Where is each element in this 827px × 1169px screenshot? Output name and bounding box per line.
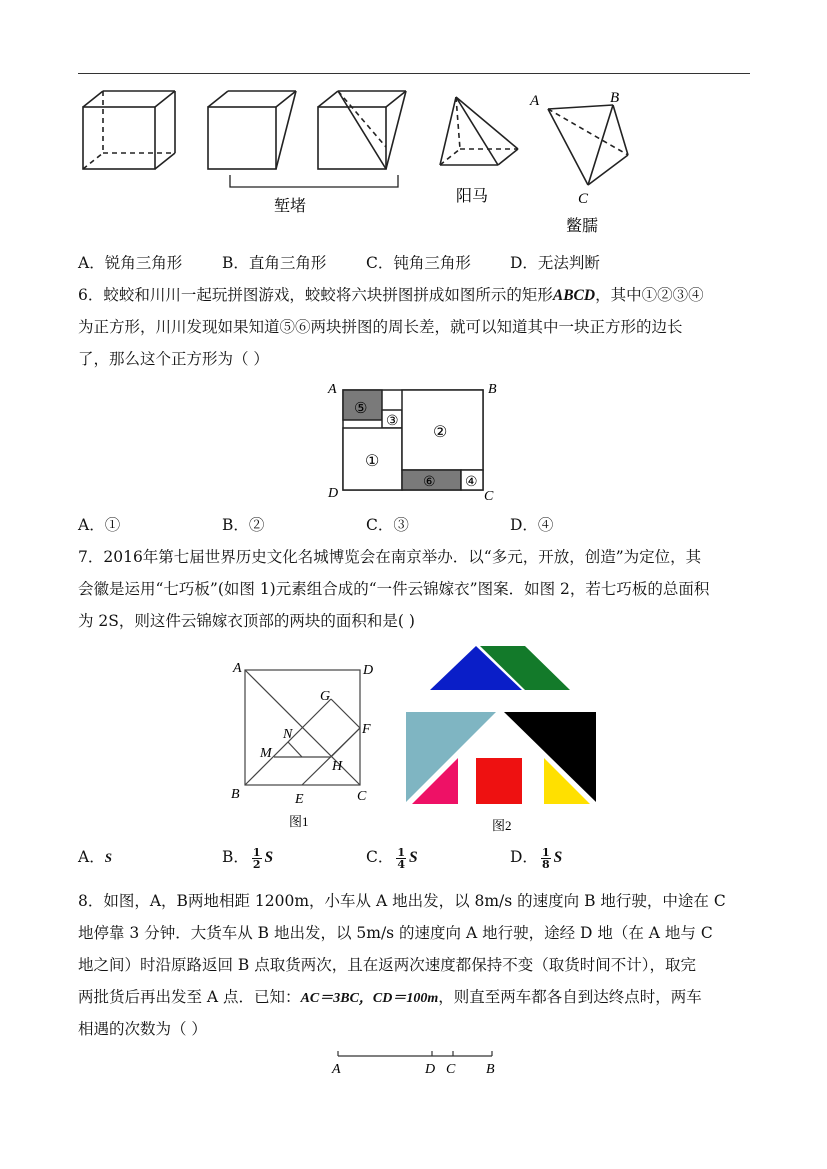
q6-option-a: A．① <box>78 516 121 534</box>
svg-text:E: E <box>295 792 304 807</box>
q6-line-1: 6．蛟蛟和川川一起玩拼图游戏，蛟蛟将六块拼图拼成如图所示的矩形ABCD，其中①②③④ <box>78 286 704 304</box>
svg-text:C: C <box>578 191 589 207</box>
svg-text:①: ① <box>365 453 380 470</box>
svg-text:A: A <box>233 661 242 676</box>
svg-text:N: N <box>283 727 293 742</box>
svg-text:图1: 图1 <box>289 814 309 829</box>
svg-text:B: B <box>610 90 620 106</box>
svg-text:B: B <box>486 1062 495 1077</box>
svg-text:B: B <box>231 787 240 802</box>
svg-text:B: B <box>488 382 497 397</box>
svg-text:D: D <box>363 663 374 678</box>
q5-option-c: C．钝角三角形 <box>366 254 471 272</box>
red-square <box>476 758 522 804</box>
svg-text:G: G <box>320 689 331 704</box>
q6-rectangle-figure <box>322 378 502 503</box>
q8-line-1: 8．如图，A，B两地相距 1200m，小车从 A 地出发，以 8m/s 的速度向 B 地行驶，中途在 C <box>78 892 726 910</box>
qiandu-shape-2 <box>318 91 406 169</box>
svg-text:A: A <box>530 93 540 109</box>
q7-option-d: D． $\frac{1}{8}$ S <box>510 845 563 871</box>
svg-text:A: A <box>328 382 337 397</box>
q6-option-d: D．④ <box>510 516 554 534</box>
q8-line-3: 地之间）时沿原路返回 B 点取货两次，且在返两次速度都保持不变（取货时间不计），取完 <box>78 956 696 974</box>
svg-text:⑤: ⑤ <box>354 401 368 417</box>
q6-option-c: C．③ <box>366 516 409 534</box>
q8-line-4: 两批货后再出发至 A 点．已知：AC＝3BC，CD＝100m，则直至两车都各自到达终点时，两车 <box>78 988 702 1006</box>
svg-text:④: ④ <box>465 475 478 490</box>
q6-line-2: 为正方形，川川发现如果知道⑤⑥两块拼图的周长差，就可以知道其中一块正方形的边长 <box>78 318 683 336</box>
q5-option-d: D．无法判断 <box>510 254 600 272</box>
q7-option-b: B． $\frac{1}{2}$ S <box>222 845 274 871</box>
qiandu-shape-1 <box>208 91 296 169</box>
svg-text:C: C <box>484 489 494 503</box>
label-qiandu: 堑堵 <box>274 198 307 215</box>
q7-tangram-figure-1 <box>225 660 385 830</box>
svg-text:C: C <box>357 789 367 804</box>
yangma-shape <box>440 97 518 165</box>
q6-line-3: 了，那么这个正方形为（ ） <box>78 350 269 368</box>
svg-text:H: H <box>332 759 343 774</box>
svg-text:M: M <box>260 746 272 761</box>
svg-text:⑥: ⑥ <box>423 475 436 490</box>
bienao-shape <box>548 105 628 185</box>
svg-text:②: ② <box>433 424 448 441</box>
label-bienao: 鳖臑 <box>566 218 599 235</box>
svg-text:D: D <box>425 1062 436 1077</box>
svg-text:③: ③ <box>386 414 399 429</box>
svg-text:C: C <box>446 1062 456 1077</box>
q7-option-a: A．S <box>78 848 112 866</box>
q7-option-c: C． $\frac{1}{4}$ S <box>366 845 418 871</box>
q8-line-2: 地停靠 3 分钟．大货车从 B 地出发，以 5m/s 的速度向 A 地行驶，途经 D 地（在 A 地与 C <box>78 924 713 942</box>
q7-tangram-figure-2 <box>400 642 600 837</box>
q6-option-b: B．② <box>222 516 265 534</box>
svg-text:A: A <box>332 1062 341 1077</box>
solids-figure <box>78 85 678 235</box>
q8-segment-figure <box>325 1046 505 1080</box>
label-yangma: 阳马 <box>456 188 489 205</box>
q7-line-2: 会徽是运用“七巧板”(如图 1)元素组合成的“一件云锦嫁衣”图案．如图 2，若七巧板的总面积 <box>78 580 710 598</box>
cube-shape <box>83 91 175 169</box>
top-rule <box>78 73 750 74</box>
q7-line-1: 7．2016年第七届世界历史文化名城博览会在南京举办．以“多元，开放，创造”为定位，其 <box>78 548 702 566</box>
q8-line-5: 相遇的次数为（ ） <box>78 1020 207 1038</box>
svg-text:D: D <box>328 486 339 501</box>
q5-option-b: B．直角三角形 <box>222 254 327 272</box>
svg-text:F: F <box>362 722 371 737</box>
q7-line-3: 为 2S，则这件云锦嫁衣顶部的两块的面积和是( ) <box>78 612 415 630</box>
q5-option-a: A．锐角三角形 <box>78 254 183 272</box>
svg-text:图2: 图2 <box>492 818 512 833</box>
